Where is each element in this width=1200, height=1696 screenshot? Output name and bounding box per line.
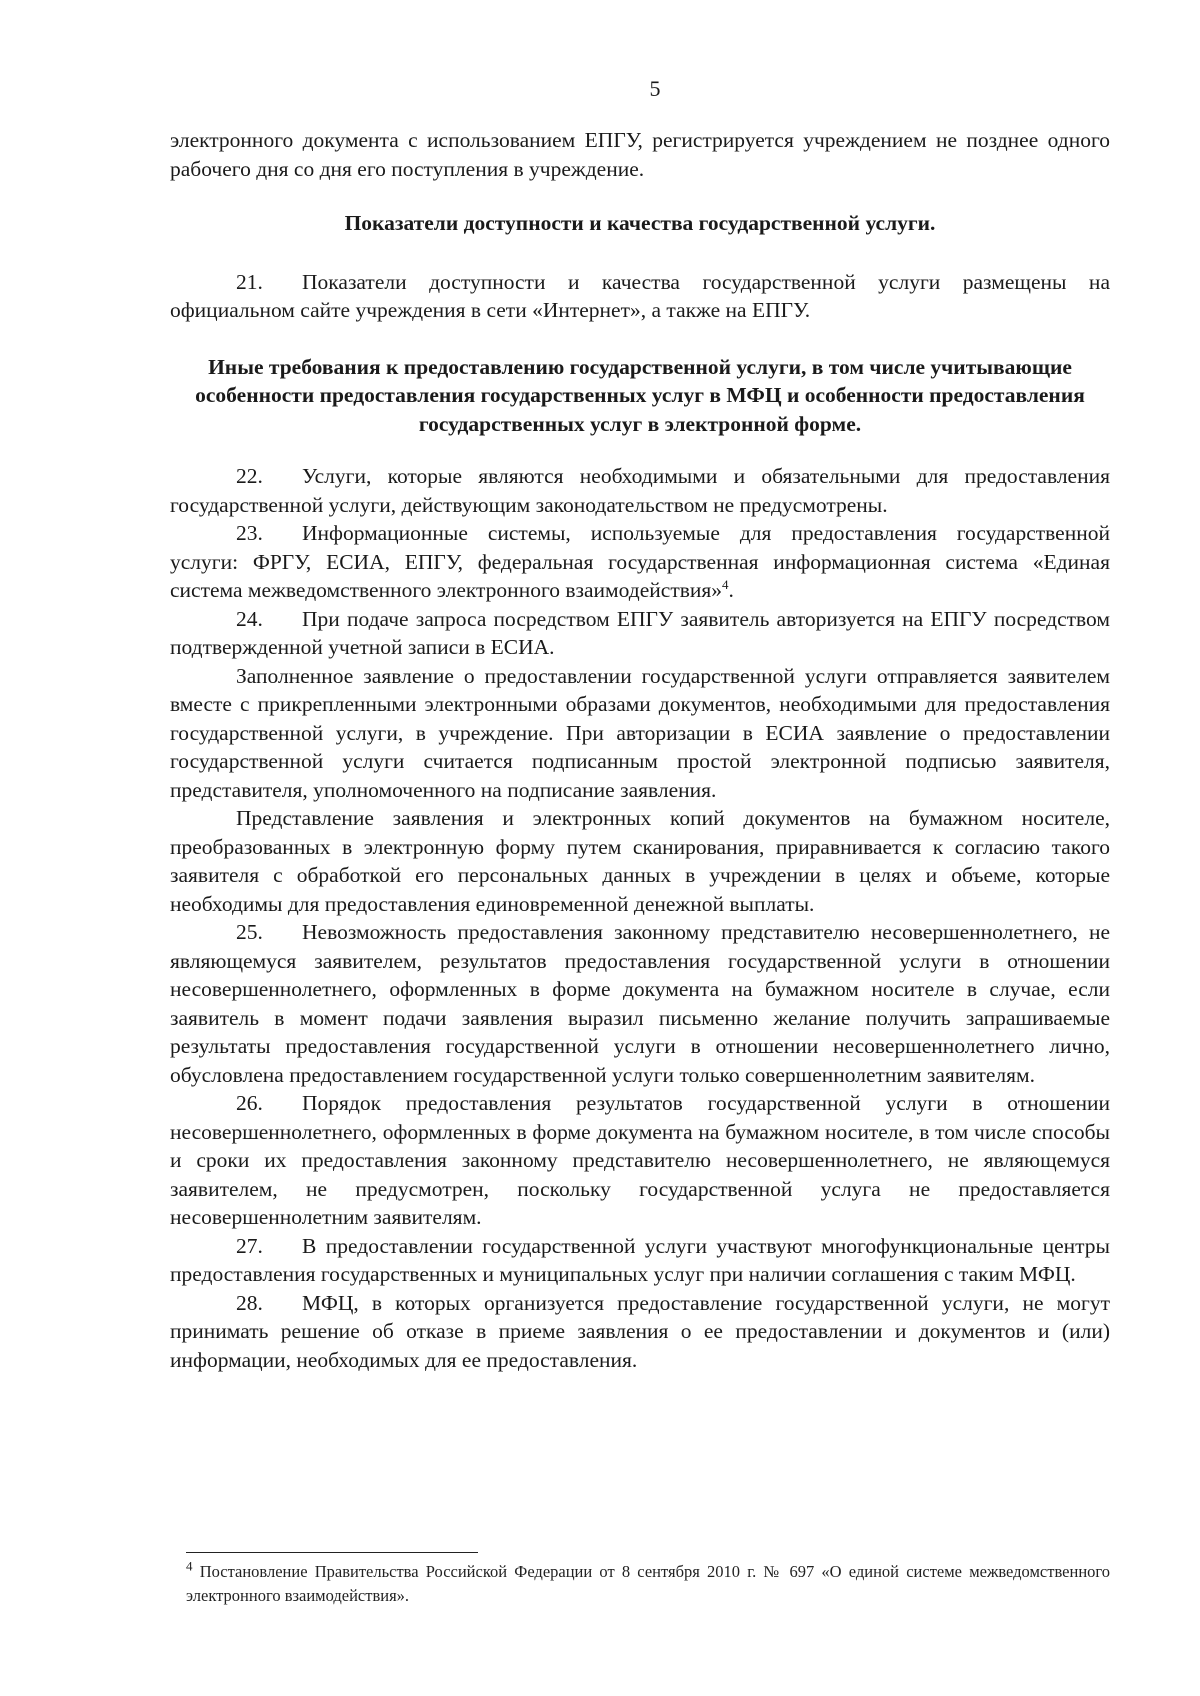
page-number: 5: [649, 76, 661, 101]
paragraph-text: Порядок предоставления результатов государственной услуги в отношении несовершеннолетнего, оформленных в форме документа на бумажном носителе, в том числе способы и сроки их предоставления законному представителю несовершеннолетнего, не являющемуся заявителем, не предусмотрен, поскольку государственной услуга не предоставляется несовершеннолетним заявителям.: [170, 1091, 1110, 1229]
footnote-divider: [186, 1552, 478, 1553]
paragraph-24-continuation-1: Заполненное заявление о предоставлении государственной услуги отправляется заявителем вместе с прикрепленными электронными образами документов, необходимыми для предоставления государственной услуги, в учреждение. При авторизации в ЕСИА заявление о предоставлении государственной услуги считается подписанным простой электронной подписью заявителя, представителя, уполномоченного на подписание заявления.: [170, 663, 1110, 802]
paragraph-text: МФЦ, в которых организуется предоставление государственной услуги, не могут принимать решение об отказе в приеме заявления о ее предоставлении и документов и (или) информации, необходимых для ее предоставления.: [170, 1290, 1110, 1372]
paragraph-23: [170, 519, 1110, 605]
paragraph-continuation: электронного документа с использованием ЕПГУ, регистрируется учреждением не позднее одного рабочего дня со дня его поступления в учреждение.: [170, 128, 1110, 181]
section-heading-other-requirements: Иные требования к предоставлению государственной услуги, в том числе учитывающие особенности предоставления государственных услуг в МФЦ и особенности предоставления государственных услуг в электронной форме.: [195, 354, 1085, 436]
paragraph-number: 28.: [236, 1290, 263, 1315]
paragraph-text: В предоставлении государственной услуги участвуют многофункциональные центры предоставления государственных и муниципальных услуг при наличии соглашения с таким МФЦ.: [170, 1233, 1110, 1286]
paragraph-text: При подаче запроса посредством ЕПГУ заявитель авторизуется на ЕПГУ посредством подтвержденной учетной записи в ЕСИА.: [170, 606, 1110, 659]
footnote-text: Постановление Правительства Российской Федерации от 8 сентября 2010 г. № 697 «О единой системе межведомственного электронного взаимодействия».: [186, 1562, 1111, 1605]
paragraph-text: Информационные системы, используемые для предоставления государственной услуги: ФРГУ, ЕСИА, ЕПГУ, федеральная государственная информационная система «Единая система межведомственного электронного взаимодействия»: [170, 521, 1110, 602]
paragraph-number: 23.: [236, 521, 263, 545]
paragraph-27: [170, 1232, 1110, 1289]
paragraph-22: [170, 462, 1110, 519]
paragraph-number: 22.: [236, 464, 263, 488]
paragraph-text: Услуги, которые являются необходимыми и обязательными для предоставления государственной услуги, действующим законодательством не предусмотрены.: [170, 464, 1110, 517]
paragraph-text: Невозможность предоставления законному представителю несовершеннолетнего, не являющемуся заявителем, результатов предоставления государственной услуги в отношении несовершеннолетнего, оформленных в форме документа на бумажном носителе в случае, если заявитель в момент подачи заявления выразил письменно желание получить запрашиваемые результаты предоставления государственной услуги в отношении несовершеннолетнего лично, обусловлена предоставлением государственной услуги только совершеннолетним заявителям.: [170, 920, 1110, 1087]
footnote-mark: 4: [186, 1558, 193, 1574]
paragraph-24-continuation-2: Представление заявления и электронных копий документов на бумажном носителе, преобразованных в электронную форму путем сканирования, приравнивается к согласию такого заявителя с обработкой его персональных данных в учреждении в целях и объеме, которые необходимы для предоставления единовременной денежной выплаты.: [170, 806, 1110, 916]
paragraph-25: [170, 918, 1110, 1089]
paragraph-number: 25.: [236, 920, 263, 944]
paragraph-number: 27.: [236, 1233, 263, 1258]
paragraph-number: 26.: [236, 1091, 263, 1115]
footnote: [186, 1560, 1110, 1608]
paragraph-number: 21.: [236, 269, 263, 294]
paragraph-number: 24.: [236, 606, 263, 631]
section-heading-accessibility: Показатели доступности и качества государственной услуги.: [344, 211, 936, 235]
paragraph-tail: .: [728, 578, 734, 602]
paragraph-21: [170, 268, 1110, 325]
paragraph-24: [170, 605, 1110, 662]
paragraph-28: [170, 1289, 1110, 1375]
paragraph-26: [170, 1089, 1110, 1232]
paragraph-text: Показатели доступности и качества государственной услуги размещены на официальном сайте учреждения в сети «Интернет», а также на ЕПГУ.: [170, 269, 1110, 322]
footnote-reference[interactable]: 4: [722, 576, 729, 592]
